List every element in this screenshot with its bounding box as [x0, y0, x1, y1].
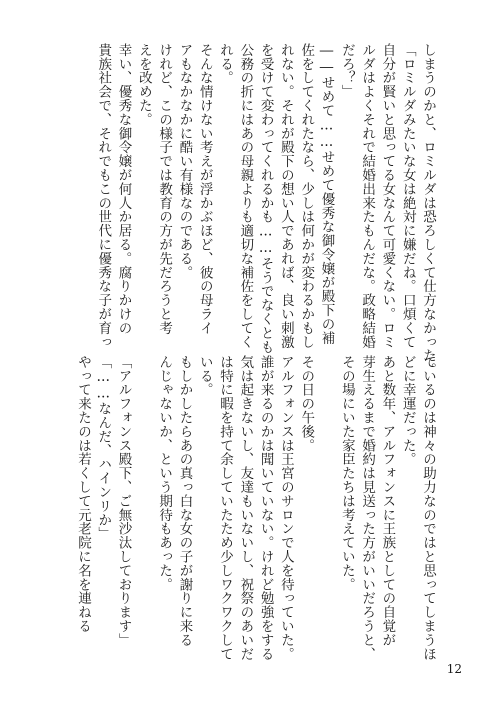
- text-column: れない。それが殿下の想い人であれば、良い刺激: [277, 43, 294, 349]
- text-column: だろ？」: [338, 43, 355, 99]
- text-column: は特に暇を持て余していたため少しワクワクして: [217, 355, 234, 661]
- text-column: れる。: [217, 43, 234, 85]
- text-column: どに幸運だった。: [399, 355, 416, 467]
- text-column: 誰が来るのかは聞いていない。けれど勉強をする: [257, 355, 274, 661]
- text-column: やって来たのは若くして元老院に名を連ねる: [74, 355, 91, 633]
- text-column: 芽生えるまで婚約は見送った方がいいだろうと、: [359, 355, 376, 661]
- text-column: アルフォンスは王宮のサロンで人を待っていた。: [277, 355, 294, 661]
- text-column: 公務の折にはあの母親よりも適切な補佐をしてく: [237, 43, 254, 349]
- text-column: しまうのかと、ロミルダは恐ろしくて仕方なかった。: [420, 43, 436, 377]
- text-column: その場にいた家臣たちは考えていた。: [338, 355, 355, 592]
- text-block-bottom: [73, 355, 438, 661]
- text-column: いる。: [196, 355, 213, 397]
- text-column: を受けて変わってくれるかも……そうでなくとも: [257, 43, 274, 354]
- text-column: 自分が賢いと思ってる女なんて可愛くない。ロミ: [379, 43, 396, 349]
- text-column: 幸い、優秀な御令嬢が何人か居る。腐りかけの: [115, 43, 132, 335]
- text-column: 気は起きないし、友達もいないし、祝祭のあいだ: [237, 355, 254, 661]
- text-column: 貴族社会で、それでもこの世代に優秀な子が育っ: [95, 43, 112, 349]
- text-column: 「ロミルダみたいな女は絶対に嫌だね。口煩くて: [399, 43, 416, 349]
- text-column: んじゃないか、という期待もあった。: [156, 355, 173, 592]
- text-column: ているのは神々の助力なのではと思ってしまうほ: [420, 355, 436, 661]
- text-column: [316, 355, 336, 627]
- text-column: その日の午後。: [298, 355, 315, 453]
- text-column: ――せめて……せめて優秀な御令嬢が殿下の補: [318, 43, 335, 345]
- text-column: もしかしたらあの真っ白な女の子が謝りに来る: [176, 355, 193, 647]
- text-column: アもなかなかに酷い有様なのである。: [176, 43, 193, 280]
- page-number: 12: [446, 662, 462, 676]
- text-column: [134, 355, 154, 627]
- text-column: そんな情けない考えが浮かぶほど、彼の母ライ: [196, 43, 213, 335]
- text-column: 「アルフォンス殿下、ご無沙汰しております」: [115, 355, 132, 647]
- text-column: 佐をしてくれたなら、少しは何かが変わるかもし: [298, 43, 315, 349]
- text-column: えを改めた。: [135, 43, 152, 127]
- text-column: ルダはよくそれで結婚出来たもんだな。政略結婚: [359, 43, 376, 349]
- text-column: けれど、この様子では教育の方が先だろうと考: [156, 43, 173, 335]
- text-column: 「……なんだ、ハインリか」: [95, 355, 112, 541]
- text-column: あと数年、アルフォンスに王族としての自覚が: [379, 355, 396, 647]
